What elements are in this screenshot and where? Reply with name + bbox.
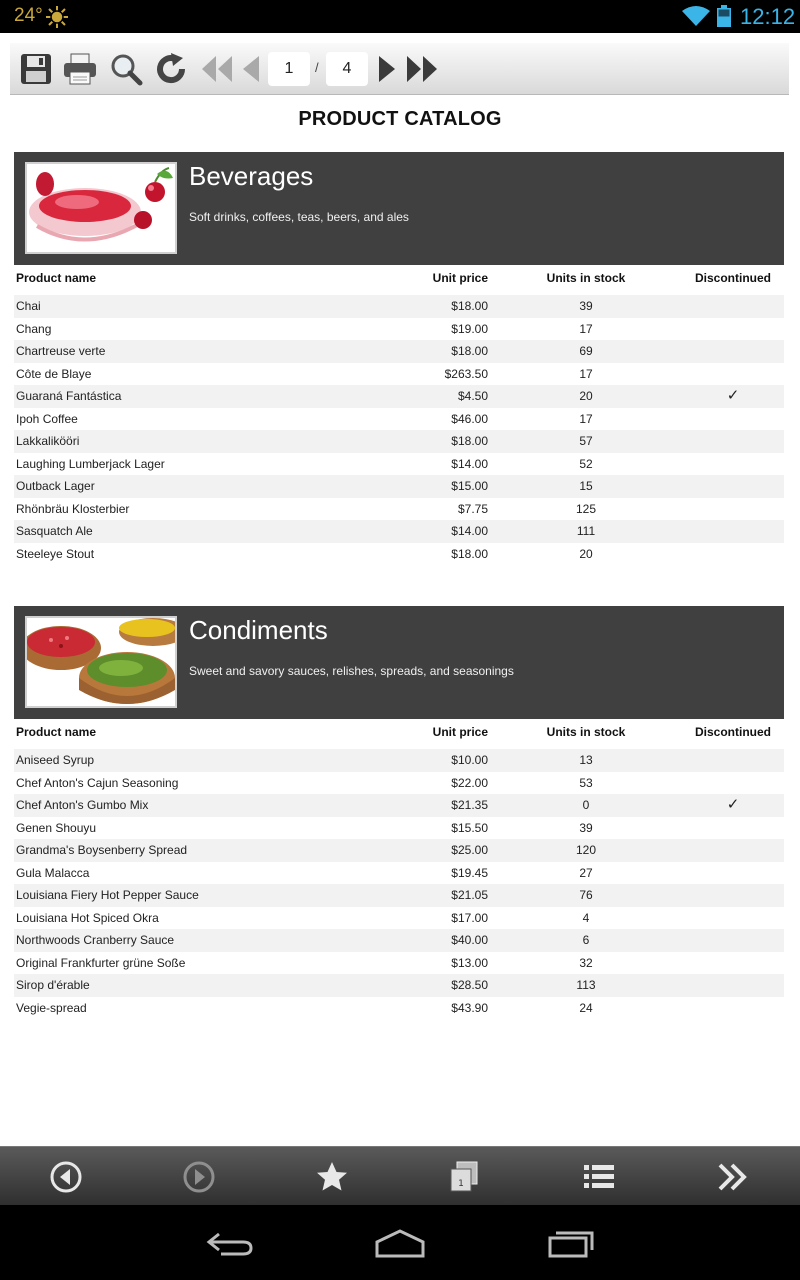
units-in-stock-cell: 113 [576,978,596,992]
unit-price-cell: $13.00 [451,955,488,970]
table-row [14,862,784,885]
battery-icon [717,5,731,32]
unit-price-cell: $263.50 [444,366,488,381]
table-row [14,408,784,431]
category-section [14,152,784,565]
table-row [14,543,784,566]
home-icon [374,1228,426,1258]
save-icon [19,52,53,86]
table-header [14,719,784,749]
units-in-stock-cell: 17 [579,366,593,381]
table-row [14,318,784,341]
units-in-stock-cell: 39 [579,299,593,313]
last-page-icon [405,54,439,84]
product-name-cell: Northwoods Cranberry Sauce [16,933,175,947]
product-name-cell: Aniseed Syrup [16,753,95,767]
unit-price-cell: $18.00 [451,344,488,358]
product-name-cell: Louisiana Hot Spiced Okra [16,910,159,925]
unit-price-cell: $7.75 [457,501,488,516]
clock: 12:12 [740,4,796,29]
column-units-in-stock: Units in stock [546,725,626,739]
units-in-stock-cell: 69 [579,344,593,358]
product-name-cell: Chartreuse verte [16,344,106,358]
table-row [14,520,784,543]
report-title: PRODUCT CATALOG [298,108,502,130]
product-name-cell: Chang [16,321,52,336]
search-button[interactable] [106,49,146,89]
product-name-cell: Laughing Lumberjack Lager [16,456,165,471]
table-row [14,817,784,840]
product-table [14,295,784,565]
product-name-cell: Guaraná Fantástica [16,389,122,403]
table-row [14,295,784,318]
back-circle-icon [49,1160,83,1194]
checkmark-icon: ✓ [726,796,740,813]
current-page-input[interactable]: 1 [268,52,310,86]
unit-price-cell: $18.00 [451,434,488,448]
units-in-stock-cell: 24 [579,1000,593,1015]
page-thumbnails-button[interactable] [441,1156,487,1198]
recents-icon [547,1228,595,1258]
category-header [14,606,784,719]
back-button[interactable] [43,1156,89,1198]
more-icon [716,1162,750,1192]
category-description: Sweet and savory sauces, relishes, spreads, and seasonings [189,664,514,678]
unit-price-cell: $15.50 [451,820,488,835]
total-pages-label: 4 [326,52,368,86]
product-name-cell: Steeleye Stout [16,546,95,561]
product-name-cell: Grandma's Boysenberry Spread [16,843,188,857]
product-name-cell: Chef Anton's Gumbo Mix [16,798,149,812]
units-in-stock-cell: 20 [579,546,593,561]
weather-temperature: 24° [14,5,43,26]
unit-price-cell: $19.00 [451,321,488,336]
column-unit-price: Unit price [432,271,488,285]
viewer-action-bar [0,1146,800,1205]
unit-price-cell: $18.00 [451,546,488,561]
units-in-stock-cell: 111 [576,524,596,538]
table-row [14,385,784,408]
column-discontinued: Discontinued [694,725,771,739]
star-icon [315,1160,349,1194]
back-icon [205,1228,255,1258]
unit-price-cell: $17.00 [451,910,488,925]
unit-price-cell: $28.50 [451,978,488,992]
units-in-stock-cell: 20 [579,389,593,403]
refresh-icon [154,52,188,86]
table-row [14,498,784,521]
units-in-stock-cell: 4 [582,910,590,925]
units-in-stock-cell: 120 [575,843,597,857]
table-row [14,794,784,817]
last-page-button[interactable] [402,49,442,89]
table-row [14,749,784,772]
category-image-condiments [25,616,177,708]
units-in-stock-cell: 76 [579,888,593,902]
category-header [14,152,784,265]
unit-price-cell: $14.00 [451,524,488,538]
column-product-name: Product name [16,725,97,739]
product-name-cell: Outback Lager [16,479,95,493]
unit-price-cell: $40.00 [451,933,488,947]
units-in-stock-cell: 52 [579,456,593,471]
table-header [14,265,784,295]
units-in-stock-cell: 32 [579,955,593,970]
refresh-button[interactable] [151,49,191,89]
units-in-stock-cell: 39 [579,820,593,835]
table-row [14,772,784,795]
column-units-in-stock: Units in stock [546,271,626,285]
status-bar [0,0,800,33]
unit-price-cell: $25.00 [451,843,488,857]
forward-button[interactable] [176,1156,222,1198]
svg-text:1: 1 [458,1179,464,1189]
unit-price-cell: $22.00 [451,775,488,790]
page-thumbnail-icon [447,1160,481,1194]
table-row [14,884,784,907]
units-in-stock-cell: 15 [579,479,593,493]
product-name-cell: Louisiana Fiery Hot Pepper Sauce [16,888,199,902]
save-button[interactable] [16,49,56,89]
category-description: Soft drinks, coffees, teas, beers, and ales [189,210,409,224]
unit-price-cell: $15.00 [451,479,488,493]
category-section [14,606,784,1019]
product-name-cell: Original Frankfurter grüne Soße [16,955,186,970]
product-name-cell: Chef Anton's Cajun Seasoning [16,775,179,790]
system-back-button[interactable] [195,1223,265,1263]
print-button[interactable] [60,49,100,89]
table-row [14,430,784,453]
unit-price-cell: $14.00 [451,456,488,471]
product-table [14,749,784,1019]
report-viewer-toolbar [10,43,789,95]
unit-price-cell: $21.05 [451,888,488,902]
previous-page-button[interactable] [231,49,271,89]
product-name-cell: Côte de Blaye [16,366,92,381]
product-name-cell: Lakkalikööri [16,434,80,448]
units-in-stock-cell: 53 [579,775,593,790]
system-recents-button[interactable] [536,1223,606,1263]
unit-price-cell: $43.90 [451,1000,488,1015]
checkmark-icon: ✓ [726,387,740,404]
table-row [14,907,784,930]
print-icon [62,52,98,86]
product-name-cell: Sasquatch Ale [16,524,93,538]
column-discontinued: Discontinued [694,271,771,285]
column-unit-price: Unit price [432,725,488,739]
category-image-beverages [25,162,177,254]
product-name-cell: Genen Shouyu [16,820,97,835]
table-row [14,475,784,498]
units-in-stock-cell: 13 [579,753,593,767]
next-page-button[interactable] [367,49,407,89]
product-name-cell: Ipoh Coffee [16,411,78,426]
product-name-cell: Vegie-spread [16,1000,87,1015]
category-name: Beverages [189,161,314,191]
units-in-stock-cell: 17 [579,321,593,336]
table-row [14,974,784,997]
column-product-name: Product name [16,271,97,285]
list-icon [582,1162,616,1192]
unit-price-cell: $18.00 [451,299,488,313]
system-navigation-bar [0,1205,800,1280]
units-in-stock-cell: 0 [582,798,590,812]
table-row [14,340,784,363]
document-map-button[interactable] [576,1156,622,1198]
table-row [14,453,784,476]
bookmark-button[interactable] [309,1156,355,1198]
search-icon [109,52,143,86]
unit-price-cell: $21.35 [451,798,488,812]
sun-icon [46,6,68,33]
previous-page-icon [240,54,262,84]
system-home-button[interactable] [365,1223,435,1263]
product-name-cell: Rhönbräu Klosterbier [16,501,130,516]
units-in-stock-cell: 125 [575,501,597,516]
table-row [14,997,784,1020]
more-button[interactable] [710,1156,756,1198]
unit-price-cell: $46.00 [451,411,488,426]
unit-price-cell: $10.00 [451,753,488,767]
units-in-stock-cell: 6 [582,933,590,947]
units-in-stock-cell: 17 [579,411,593,426]
product-name-cell: Chai [16,299,41,313]
first-page-icon [200,54,234,84]
forward-circle-icon [182,1160,216,1194]
table-row [14,839,784,862]
table-row [14,363,784,386]
next-page-icon [376,54,398,84]
table-row [14,929,784,952]
product-name-cell: Sirop d'érable [16,978,90,992]
unit-price-cell: $4.50 [457,389,488,403]
units-in-stock-cell: 57 [579,434,593,448]
wifi-icon [682,6,710,31]
units-in-stock-cell: 27 [579,865,593,880]
category-name: Condiments [189,615,328,645]
unit-price-cell: $19.45 [451,865,488,880]
page-separator: / [315,60,319,75]
product-name-cell: Gula Malacca [16,865,90,880]
table-row [14,952,784,975]
